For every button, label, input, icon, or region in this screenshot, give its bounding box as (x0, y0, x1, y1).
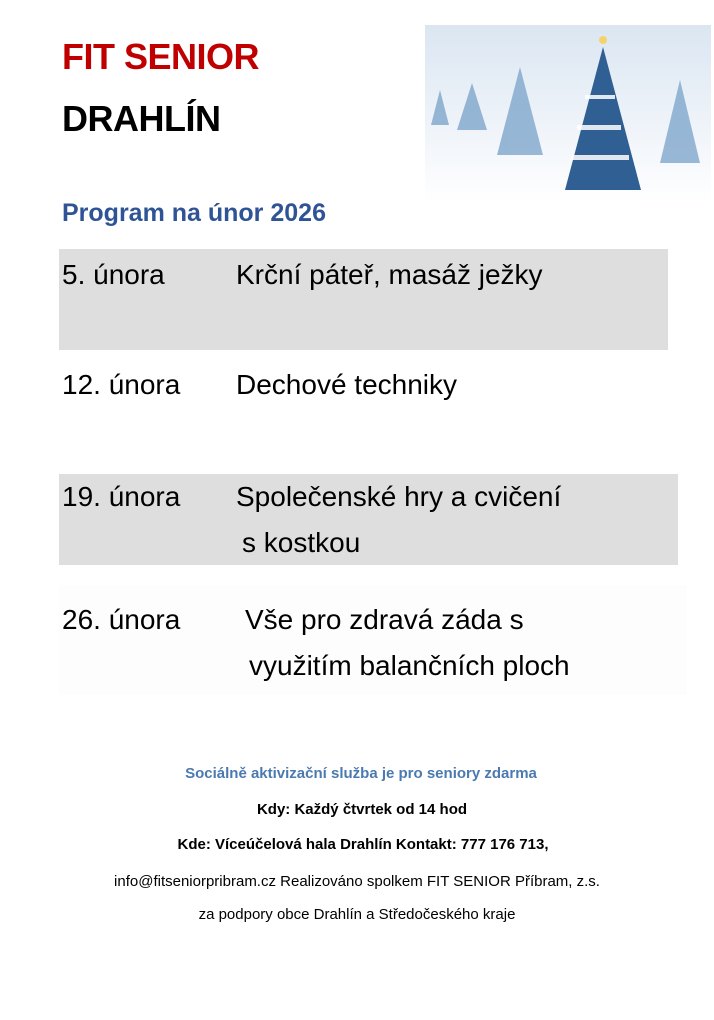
title-drahlin: DRAHLÍN (62, 98, 221, 139)
title-fit-senior: FIT SENIOR (62, 36, 260, 77)
schedule-activity-cont: využitím balančních ploch (249, 650, 570, 681)
schedule-activity-cont: s kostkou (242, 527, 361, 558)
winter-trees-image (425, 25, 711, 203)
where-info: Kde: Víceúčelová hala Drahlín Kontakt: 777 176 713, (177, 836, 549, 853)
schedule-date: 26. února (62, 604, 181, 635)
schedule-activity: Vše pro zdravá záda s (245, 604, 524, 635)
contact-info: info@fitseniorpribram.cz Realizováno spolkem FIT SENIOR Příbram, z.s. (114, 873, 600, 890)
schedule-row (59, 585, 687, 695)
free-service-note: Sociálně aktivizační služba je pro seniory zdarma (185, 765, 537, 782)
schedule-date: 5. února (62, 259, 165, 290)
schedule-activity: Krční páteř, masáž ježky (236, 259, 543, 290)
schedule-row (59, 249, 668, 350)
when-info: Kdy: Každý čtvrtek od 14 hod (256, 801, 468, 818)
schedule-date: 19. února (62, 481, 181, 512)
schedule-row (59, 474, 678, 565)
schedule-date: 12. února (62, 369, 181, 400)
schedule-activity: Společenské hry a cvičení (236, 481, 562, 512)
schedule-activity: Dechové techniky (236, 369, 458, 400)
program-title: Program na únor 2026 (62, 199, 326, 227)
schedule-row (59, 362, 668, 422)
support-info: za podpory obce Drahlín a Středočeského kraje (198, 906, 516, 923)
